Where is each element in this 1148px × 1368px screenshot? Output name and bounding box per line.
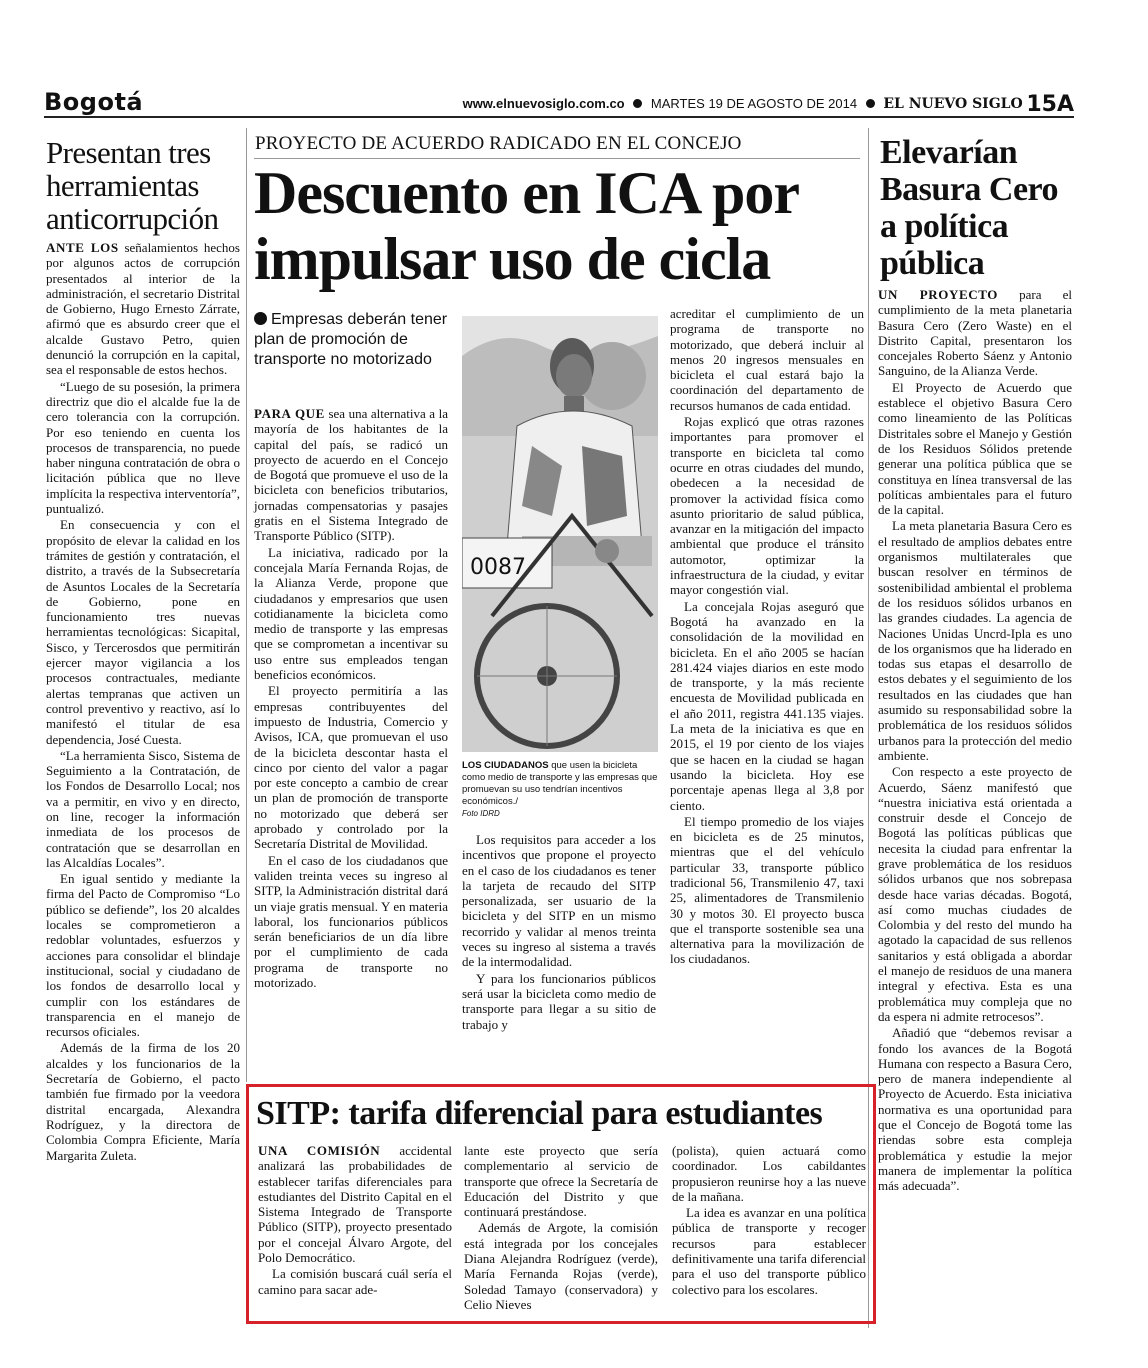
article-paragraph: UN PROYECTO para el cumplimiento de la meta planetaria Basura Cero (Zero Waste) en el Distrito Capital, presentaron los concejales Roberto Sáenz y Antonio Sanguino, de la Alianza Verde. bbox=[878, 287, 1072, 379]
cyclist-illustration bbox=[462, 316, 658, 752]
article-paragraph: En igual sentido y mediante la firma del Pacto de Compromiso “Lo público se defiende”, los 20 alcaldes locales se comprometieron a redoblar voluntades, esfuerzos y acciones para consolidar el blindaje institucional, social y ciudadano de los fondos de desarrollo local y cumplir con los estándares de transparencia en el manejo de recursos oficiales. bbox=[46, 871, 240, 1040]
bullet-dot bbox=[633, 99, 642, 108]
article-paragraph: UNA COMISIÓN accidental analizará las probabilidades de establecer tarifas diferenciales para estudiantes del Distrito Capital en el Sistema Integrado de Transporte Público (SITP), proyecto presentado por el concejal Álvaro Argote, del Polo Democrático. bbox=[258, 1143, 453, 1266]
newspaper-logo: EL NUEVO SIGLO bbox=[883, 96, 1023, 112]
box-headline: SITP: tarifa diferencial para estudiantes bbox=[256, 1095, 823, 1132]
lead-in: UN PROYECTO bbox=[878, 287, 998, 302]
article-paragraph: Además de Argote, la comisión está integrada por los concejales Diana Alejandra Rodríguez (verde), María Fernanda Rojas (verde), Soledad Tamayo (conservadora) y Celio Nieves bbox=[464, 1220, 658, 1312]
main-column-3 bbox=[670, 306, 864, 968]
main-kicker: PROYECTO DE ACUERDO RADICADO EN EL CONCEJO bbox=[255, 133, 742, 154]
article-paragraph: Y para los funcionarios públicos será usar la bicicleta como medio de transporte para llegar a su sitio de trabajo y bbox=[462, 970, 656, 1032]
section-name: Bogotá bbox=[44, 88, 144, 116]
article-paragraph: “La herramienta Sisco, Sistema de Seguimiento a la Contratación, de los Fondos de Desarrollo Local; nos va a permitir, en vivo y en directo, on line, recoger la información inmediata de los procesos de contratación que se desarrollan en las Alcaldías Locales”. bbox=[46, 747, 240, 870]
article-paragraph: En consecuencia y con el propósito de elevar la calidad en los trámites de gestión y contratación, el distrito, a través de la Subsecretaría de Asuntos Locales de la Secretaría de Gobierno, pone en funcionamiento tres nuevas herramientas tecnológicas: Sicapital, Sisco, y Tercerosdos que permitirán ejercer mayor vigilancia a los procesos contractuales, mediante alertas tempranas que activen un control preventivo y reactivo, así lo manifestó el titular de esa dependencia, José Cuesta. bbox=[46, 517, 240, 747]
column-divider bbox=[246, 128, 247, 1082]
site-url[interactable]: www.elnuevosiglo.com.co bbox=[462, 96, 625, 111]
bullet-icon bbox=[254, 312, 267, 325]
box-column-3 bbox=[672, 1143, 866, 1298]
left-article-body bbox=[46, 240, 240, 1164]
article-paragraph: La iniciativa, radicado por la concejala María Fernanda Rojas, de la Alianza Verde, propone que ciudadanos y empresarios que usen cotidianamente la bicicleta como medio de transporte y las empresas que se comprometan a incentivar su uso entre sus empleados tengan beneficios económicos. bbox=[254, 544, 448, 683]
lead-in: UNA COMISIÓN bbox=[258, 1143, 381, 1158]
main-summary: Empresas deberán tener plan de promoción de transporte no motorizado bbox=[254, 311, 448, 368]
article-paragraph: “Luego de su posesión, la primera directriz que dio el alcalde fue la de cero tolerancia con la corrupción. Por eso teniendo en cuenta los procesos de transparencia, no puede haber ninguna contratación de obra o licitación pública que no lleve implícita la respectiva interventoría”, puntualizó. bbox=[46, 378, 240, 517]
article-paragraph: La meta planetaria Basura Cero es el resultado de amplios debates entre organismos multilaterales que buscan resolver en términos de sostenibilidad ambiental el problema de los residuos sólidos urbanos en las grandes ciudades. La agencia de Naciones Unidas Uncrd-Ipla es uno de los organismos que ha liderado en todas sus etapas el desarrollo de estos debates y el seguimiento de los resultados en las ciudades que han asumido su responsabilidad sobre la problemática de los residuos sólidos urbanos para la protección del medio ambiente. bbox=[878, 518, 1072, 763]
lead-in: PARA QUE bbox=[254, 406, 325, 421]
article-paragraph: acreditar el cumplimiento de un programa de transporte no motorizado, que deberá incluir al menos 20 ingresos mensuales en bicicleta el cual estará bajo la coordinación del departamento de recursos humanos de cada entidad. bbox=[670, 306, 864, 413]
article-paragraph: El proyecto permitiría a las empresas contribuyentes del impuesto de Industria, Comercio y Avisos, ICA, que promuevan el uso de la bicicleta descontar hasta el cinco por ciento del valor a pagar por este concepto a cambio de crear un plan de promoción de transporte no motorizado que deberá ser aprobado y controlado por la Secretaría Distrital de Movilidad. bbox=[254, 683, 448, 852]
article-paragraph: El Proyecto de Acuerdo que establece el objetivo Basura Cero como lineamiento de las Políticas Distritales sobre el Manejo y Gestión de los Residuos Sólidos pretende generar una política pública que se constituya en línea transversal de las políticas ambientales para el futuro de la capital. bbox=[878, 379, 1072, 518]
article-paragraph: La concejala Rojas aseguró que Bogotá ha avanzado en la consolidación de la movilidad en bicicleta. En el año 2005 se hacían 281.424 viajes diarios en este modo de transporte, y la más reciente encuesta de Movilidad publicada en el año 2011, registra 441.135 viajes. La meta de la iniciativa es que en 2015, el 19 por ciento de los viajes que se hacen en la ciudad se hagan usando la bicicleta. Hoy ese porcentaje apenas llega al 3,8 por ciento. bbox=[670, 598, 864, 813]
article-paragraph: ANTE LOS señalamientos hechos por algunos actos de corrupción presentados al interior de la administración, el secretario Distrital de Gobierno, Hugo Ernesto Zárrate, afirmó que es absurdo creer que el alcalde Gustavo Petro, quien denunció la corrupción en la capital, sea el responsable de estos hechos. bbox=[46, 240, 240, 378]
lead-in: ANTE LOS bbox=[46, 240, 119, 255]
article-paragraph: lante este proyecto que sería complementario al servicio de transporte que ofrece la Secretaría de Educación del Distrito y que continuará prestándose. bbox=[464, 1143, 658, 1220]
cyclist-photo bbox=[462, 316, 658, 752]
photo-caption: LOS CIUDADANOS que usen la bicicleta como medio de transporte y las empresas que promuevan su uso tendrían incentivos económicos./ Foto IDRD bbox=[462, 760, 658, 818]
page-header bbox=[44, 88, 1074, 118]
article-paragraph: Añadió que “debemos revisar a fondo los avances de la Bogotá Humana con respecto a Basura Cero, pero de manera independiente al Proyecto de Acuerdo. Esta iniciativa normativa es una oportunidad para que el Concejo de Bogotá tome las riendas sobre esta compleja problemática y estudie la mejor manera de implementar la política más adecuada”. bbox=[878, 1025, 1072, 1194]
article-paragraph: Con respecto a este proyecto de Acuerdo, Sáenz manifestó que “nuestra iniciativa está orientada a construir desde el Concejo de Bogotá las políticas públicas que necesita la ciudad para enfrentar la grave problemática de los residuos sólidos urbanos que nos sobrepasa desde hace varias décadas. Bogotá, así como muchas ciudades de Colombia y del resto del mundo ha agotado la capacidad de sus rellenos sanitarios y está obligada a abordar el manejo de residuos de una manera integral y efectiva. Esta es una problemática muy compleja que no da espera ni admite retrocesos”. bbox=[878, 764, 1072, 1024]
article-paragraph: Los requisitos para acceder a los incentivos que propone el proyecto en el caso de los ciudadanos es tener la tarjeta de recaudo del SITP personalizada, ser usuario de la bicicleta y del SITP en un mismo recorrido y validar al menos treinta veces su ingreso al sistema a través de la intermodalidad. bbox=[462, 832, 656, 970]
bike-number-plate: 0087 bbox=[470, 555, 526, 580]
box-column-2 bbox=[464, 1143, 658, 1313]
article-paragraph: La idea es avanzar en una política pública de transporte y recoger recursos para establecer definitivamente una tarifa diferencial para el uso del transporte público colectivo para los escolares. bbox=[672, 1205, 866, 1297]
bullet-dot bbox=[866, 99, 875, 108]
article-paragraph: (polista), quien actuará como coordinador. Los cabildantes propusieron reunirse hoy a las nueve de la mañana. bbox=[672, 1143, 866, 1204]
article-paragraph: La comisión buscará cuál sería el camino para sacar ade- bbox=[258, 1266, 452, 1297]
article-paragraph: El tiempo promedio de los viajes en bicicleta es de 25 minutos, mientras que el del vehículo particular 33, transporte público tradicional 56, Transmilenio 47, taxi 25, alimentadores de Transmilenio 30 y motos 30. El proyecto busca que el transporte sostenible sea una alternativa para la movilización de los ciudadanos. bbox=[670, 813, 864, 967]
box-column-1 bbox=[258, 1143, 452, 1298]
article-paragraph: Además de la firma de los 20 alcaldes y los funcionarios de la Secretaría de Gobierno, el pacto también fue firmado por la veedora distrital encargada, Alexandra Rodríguez, y la directora de Colombia Compra Eficiente, María Margarita Zuleta. bbox=[46, 1040, 240, 1163]
left-article-headline: Presentan tres herramientas anticorrupción bbox=[46, 135, 219, 236]
right-article-headline: Elevarían Basura Cero a política pública bbox=[880, 134, 1059, 282]
article-paragraph: PARA QUE sea una alternativa a la mayoría de los habitantes de la capital del país, se radicó un proyecto de acuerdo en el Concejo de Bogotá que promueve el uso de la bicicleta con beneficios tributarios, jornadas compensatorias y pasajes gratis en el Sistema Integrado de Transporte Público (SITP). bbox=[254, 406, 448, 544]
kicker-rule bbox=[254, 158, 860, 159]
article-paragraph: Rojas explicó que otras razones importantes para promover el transporte en bicicleta tal como ocurre en otras ciudades del mundo, obedecen a la necesidad de promover la actividad física como asunto prioritario de salud pública, avanzar en la mitigación del impacto ambiental que produce el tránsito automotor, optimizar la infraestructura de la ciudad, y evitar mayor congestión vial. bbox=[670, 414, 864, 598]
right-article-body bbox=[878, 287, 1072, 1195]
publication-date: MARTES 19 DE AGOSTO DE 2014 bbox=[650, 96, 858, 111]
main-column-2 bbox=[462, 832, 656, 1033]
photo-credit: Foto IDRD bbox=[462, 809, 500, 818]
page-number: 15A bbox=[1026, 92, 1074, 117]
main-headline: Descuento en ICA por impulsar uso de cicla bbox=[254, 160, 798, 292]
header-meta bbox=[463, 92, 1074, 117]
article-paragraph: En el caso de los ciudadanos que validen treinta veces su ingreso al SITP, la Administración distrital dará un viaje gratis mensual. Y en materia laboral, los funcionarios públicos serán beneficiarios de un día libre por el cumplimiento de cada programa de transporte no motorizado. bbox=[254, 852, 448, 990]
caption-lead: LOS CIUDADANOS bbox=[462, 760, 549, 771]
main-column-1 bbox=[254, 406, 448, 991]
